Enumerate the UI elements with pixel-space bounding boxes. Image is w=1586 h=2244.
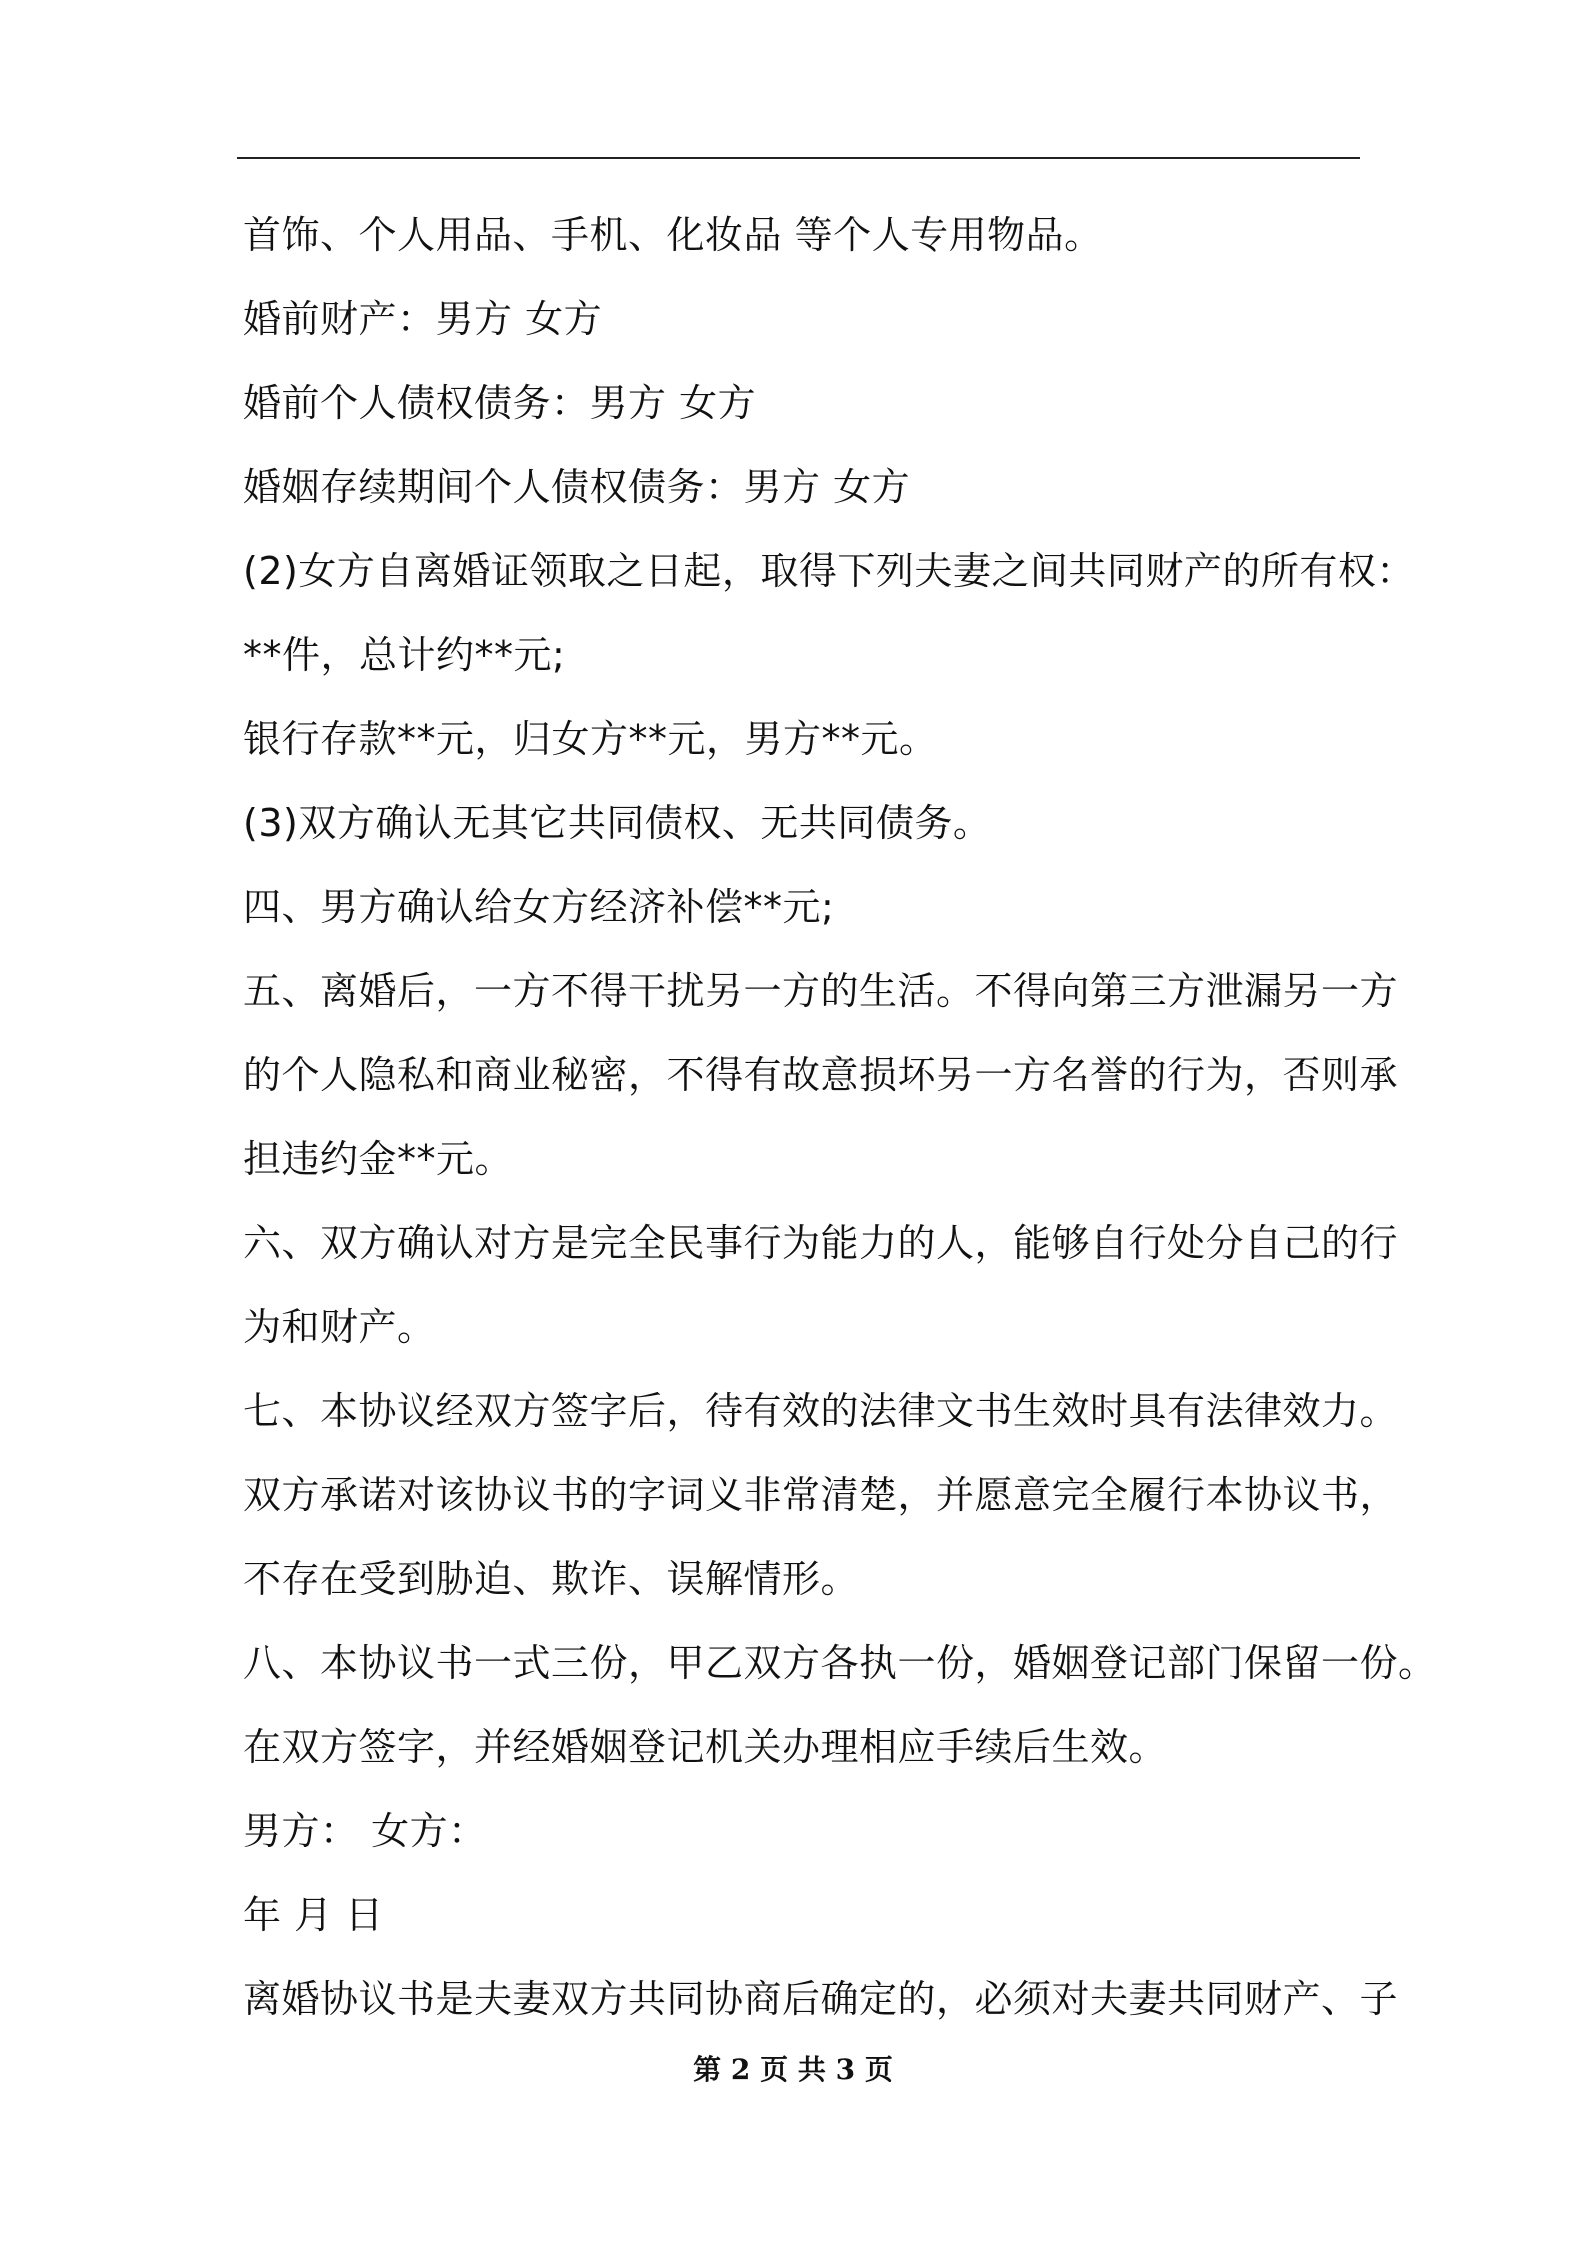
text-line: 银行存款**元，归女方**元，男方**元。 bbox=[243, 717, 938, 761]
text-line: 五、离婚后，一方不得干扰另一方的生活。不得向第三方泄漏另一方 bbox=[243, 969, 1399, 1013]
text-line: 离婚协议书是夫妻双方共同协商后确定的，必须对夫妻共同财产、子 bbox=[243, 1977, 1399, 2021]
text-line: (3)双方确认无其它共同债权、无共同债务。 bbox=[243, 801, 992, 845]
text-line: 婚前个人债权债务：男方 女方 bbox=[243, 381, 757, 425]
text-line: 担违约金**元。 bbox=[243, 1137, 514, 1181]
text-line: 四、男方确认给女方经济补偿**元; bbox=[243, 885, 835, 929]
text-line: **件，总计约**元; bbox=[243, 633, 566, 677]
text-line: 婚姻存续期间个人债权债务：男方 女方 bbox=[243, 465, 911, 509]
header-rule bbox=[237, 157, 1360, 159]
text-line: 首饰、个人用品、手机、化妆品 等个人专用物品。 bbox=[243, 213, 1103, 257]
text-line: 六、双方确认对方是完全民事行为能力的人，能够自行处分自己的行 bbox=[243, 1221, 1399, 1265]
date-line: 年 月 日 bbox=[243, 1893, 384, 1937]
text-line: 的个人隐私和商业秘密，不得有故意损坏另一方名誉的行为，否则承 bbox=[243, 1053, 1399, 1097]
text-line: 为和财产。 bbox=[243, 1305, 436, 1349]
text-line: 在双方签字，并经婚姻登记机关办理相应手续后生效。 bbox=[243, 1725, 1168, 1769]
text-line: (2)女方自离婚证领取之日起，取得下列夫妻之间共同财产的所有权： bbox=[243, 549, 1415, 593]
signature-line: 男方： 女方： bbox=[243, 1809, 487, 1853]
text-line: 八、本协议书一式三份，甲乙双方各执一份，婚姻登记部门保留一份。 bbox=[243, 1641, 1437, 1685]
document-body bbox=[243, 193, 1437, 2041]
text-line: 七、本协议经双方签字后，待有效的法律文书生效时具有法律效力。 bbox=[243, 1389, 1399, 1433]
page-number: 第 2 页 共 3 页 bbox=[693, 2053, 893, 2086]
text-line: 不存在受到胁迫、欺诈、误解情形。 bbox=[243, 1557, 860, 1601]
text-line: 双方承诺对该协议书的字词义非常清楚，并愿意完全履行本协议书， bbox=[243, 1473, 1399, 1517]
text-line: 婚前财产：男方 女方 bbox=[243, 297, 603, 341]
